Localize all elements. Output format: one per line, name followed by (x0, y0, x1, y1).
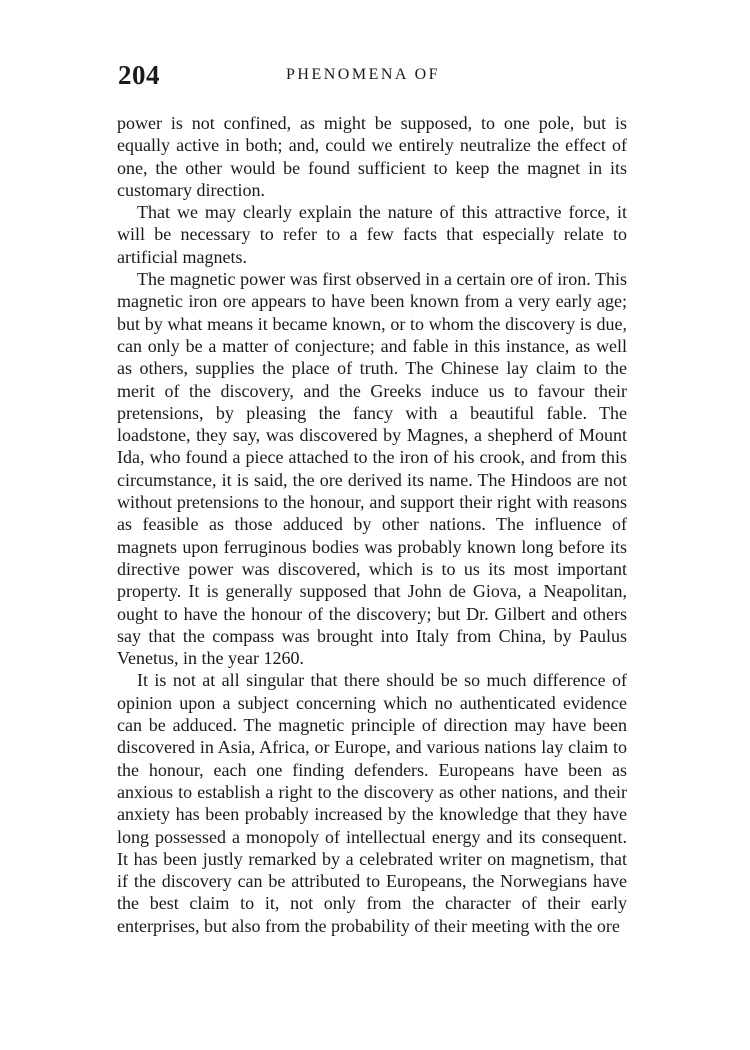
paragraph-3: The magnetic power was first observed in a certain ore of iron. This magnetic iron ore appears to have been known from a very early age; but by what means it became known, or to whom the discovery is due, can only be a matter of conjecture; and fable in this instance, as well as others, supplies the place of truth. The Chinese lay claim to the merit of the discovery, and the Greeks induce us to favour their pretensions, by pleasing the fancy with a beautiful fable. The loadstone, they say, was discovered by Magnes, a shepherd of Mount Ida, who found a piece attached to the iron of his crook, and from this circumstance, it is said, the ore derived its name. The Hindoos are not without pretensions to the honour, and support their right with reasons as feasible as those adduced by other nations. The influence of magnets upon ferruginous bodies was probably known long before its directive power was discovered, which is to us its most important property. It is generally supposed that John de Giova, a Neapolitan, ought to have the honour of the discovery; but Dr. Gilbert and others say that the compass was brought into Italy from China, by Paulus Venetus, in the year 1260. (117, 269, 627, 669)
running-head: PHENOMENA OF (286, 66, 441, 83)
paragraph-1: power is not confined, as might be supposed, to one pole, but is equally active in both; and, could we entirely neutralize the effect of one, the other would be found sufficient to keep the magnet in its customary direction. (117, 113, 627, 200)
page-number: 204 (118, 60, 160, 90)
body-text (117, 112, 627, 937)
paragraph-4: It is not at all singular that there should be so much difference of opinion upon a subject concerning which no authenticated evidence can be adduced. The magnetic principle of direction may have been discovered in Asia, Africa, or Europe, and various nations lay claim to the honour, each one finding defenders. Europeans have been as anxious to establish a right to the discovery as other nations, and their anxiety has been probably increased by the knowledge that they have long possessed a monopoly of intellectual energy and its consequent. It has been justly remarked by a celebrated writer on magnetism, that if the discovery can be attributed to Europeans, the Norwegians have the best claim to it, not only from the character of their early enterprises, but also from the probability of their meeting with the ore (117, 670, 627, 936)
paragraph-2: That we may clearly explain the nature of this attractive force, it will be necessary to refer to a few facts that especially relate to artificial magnets. (117, 202, 627, 267)
page-header (118, 60, 630, 94)
